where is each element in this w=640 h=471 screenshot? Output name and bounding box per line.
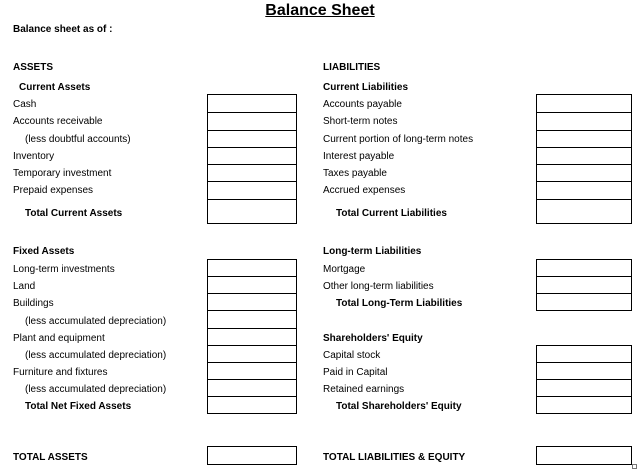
liability-input-other-long-term[interactable] [536, 276, 632, 294]
liability-label-accounts-payable: Accounts payable [323, 99, 402, 110]
equity-label-retained-earnings: Retained earnings [323, 384, 405, 395]
liability-input-accounts-payable[interactable] [536, 94, 632, 113]
asset-input-prepaid-expenses[interactable] [207, 181, 297, 200]
long-term-liabilities-header: Long-term Liabilities [323, 246, 422, 257]
asset-label-accounts-receivable: Accounts receivable [13, 116, 103, 127]
fixed-assets-header: Fixed Assets [13, 246, 75, 257]
shareholders-equity-header: Shareholders' Equity [323, 333, 423, 344]
liability-input-taxes-payable[interactable] [536, 164, 632, 182]
liability-label-accrued-expenses: Accrued expenses [323, 185, 406, 196]
asset-label-doubtful-accounts: (less doubtful accounts) [25, 134, 131, 145]
asset-label-land: Land [13, 281, 36, 292]
total-assets-label: TOTAL ASSETS [13, 452, 88, 463]
equity-label-paid-in-capital: Paid in Capital [323, 367, 388, 378]
total-assets-input[interactable] [207, 446, 297, 465]
current-assets-header: Current Assets [19, 82, 91, 93]
total-current-assets-label: Total Current Assets [25, 208, 123, 219]
liability-input-accrued-expenses[interactable] [536, 181, 632, 200]
as-of-label: Balance sheet as of : [13, 24, 113, 35]
asset-label-buildings-depreciation: (less accumulated depreciation) [25, 316, 167, 327]
resize-handle-icon[interactable] [632, 464, 637, 469]
asset-input-accounts-receivable[interactable] [207, 112, 297, 131]
asset-label-temporary-investment: Temporary investment [13, 168, 112, 179]
page-title: Balance Sheet [265, 2, 375, 19]
total-current-liabilities-input[interactable] [536, 199, 632, 224]
asset-input-long-term-investments[interactable] [207, 259, 297, 277]
total-fixed-assets-label: Total Net Fixed Assets [25, 401, 132, 412]
liability-label-other-long-term: Other long-term liabilities [323, 281, 434, 292]
asset-label-furniture-depreciation: (less accumulated depreciation) [25, 384, 167, 395]
total-current-liabilities-label: Total Current Liabilities [336, 208, 447, 219]
total-long-term-liabilities-input[interactable] [536, 293, 632, 311]
total-long-term-liabilities-label: Total Long-Term Liabilities [336, 298, 463, 309]
liability-label-interest-payable: Interest payable [323, 151, 395, 162]
total-liabilities-equity-input[interactable] [536, 446, 632, 465]
asset-input-cash[interactable] [207, 94, 297, 113]
liability-input-mortgage[interactable] [536, 259, 632, 277]
asset-label-plant-equipment: Plant and equipment [13, 333, 105, 344]
equity-input-retained-earnings[interactable] [536, 379, 632, 397]
asset-input-plant-equipment[interactable] [207, 328, 297, 346]
total-fixed-assets-input[interactable] [207, 396, 297, 414]
liability-label-current-portion: Current portion of long-term notes [323, 134, 474, 145]
liability-label-short-term-notes: Short-term notes [323, 116, 398, 127]
asset-input-land[interactable] [207, 276, 297, 294]
asset-input-plant-depreciation[interactable] [207, 345, 297, 363]
liability-label-taxes-payable: Taxes payable [323, 168, 387, 179]
equity-input-capital-stock[interactable] [536, 345, 632, 363]
liability-input-short-term-notes[interactable] [536, 112, 632, 131]
liability-input-current-portion[interactable] [536, 130, 632, 148]
total-current-assets-input[interactable] [207, 199, 297, 224]
asset-label-cash: Cash [13, 99, 37, 110]
total-shareholders-equity-input[interactable] [536, 396, 632, 414]
asset-label-long-term-investments: Long-term investments [13, 264, 115, 275]
asset-input-buildings[interactable] [207, 293, 297, 311]
asset-input-inventory[interactable] [207, 147, 297, 165]
liabilities-header: LIABILITIES [323, 62, 381, 73]
liability-input-interest-payable[interactable] [536, 147, 632, 165]
assets-header: ASSETS [13, 62, 54, 73]
equity-input-paid-in-capital[interactable] [536, 362, 632, 380]
asset-label-furniture-fixtures: Furniture and fixtures [13, 367, 108, 378]
equity-label-capital-stock: Capital stock [323, 350, 381, 361]
asset-label-prepaid-expenses: Prepaid expenses [13, 185, 94, 196]
total-liabilities-equity-label: TOTAL LIABILITIES & EQUITY [323, 452, 466, 463]
asset-input-buildings-depreciation[interactable] [207, 310, 297, 329]
asset-label-inventory: Inventory [13, 151, 55, 162]
asset-input-furniture-fixtures[interactable] [207, 362, 297, 380]
total-shareholders-equity-label: Total Shareholders' Equity [336, 401, 462, 412]
current-liabilities-header: Current Liabilities [323, 82, 409, 93]
asset-input-furniture-depreciation[interactable] [207, 379, 297, 397]
asset-label-plant-depreciation: (less accumulated depreciation) [25, 350, 167, 361]
asset-input-temporary-investment[interactable] [207, 164, 297, 182]
liability-label-mortgage: Mortgage [323, 264, 366, 275]
asset-input-doubtful-accounts[interactable] [207, 130, 297, 148]
asset-label-buildings: Buildings [13, 298, 54, 309]
